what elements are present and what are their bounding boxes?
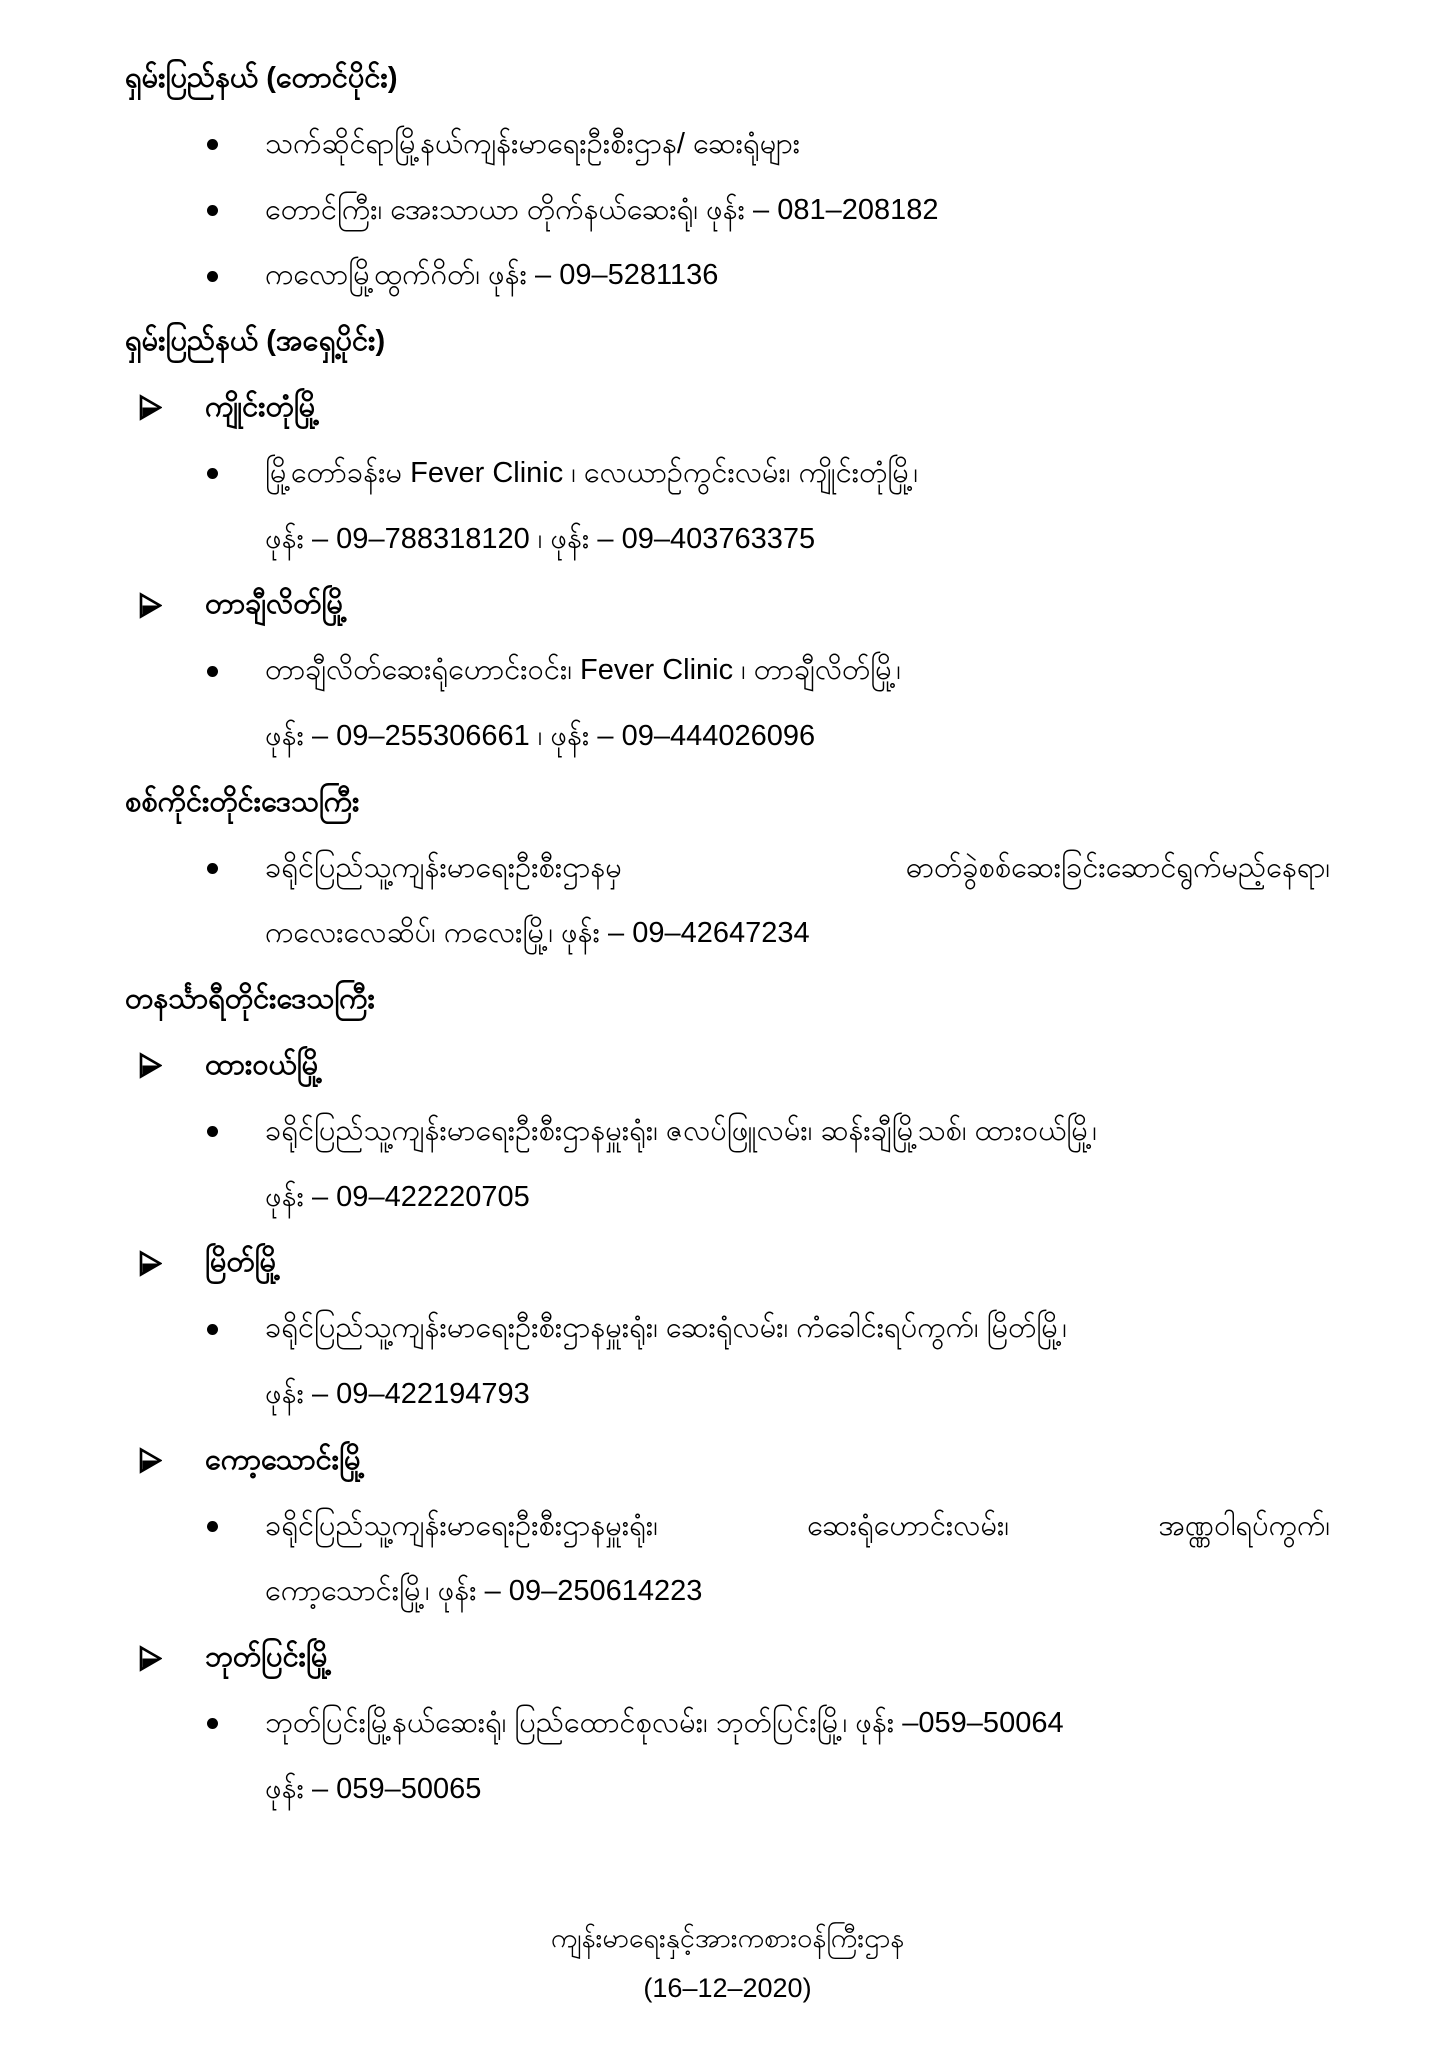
bullet-item [125, 1296, 1330, 1428]
bullet-item [125, 112, 1330, 178]
town-item [125, 1428, 1330, 1494]
footer-date: (16–12–2020) [643, 1972, 812, 2003]
arrow-bullet-icon [139, 1033, 205, 1099]
bullet-text [265, 441, 1330, 573]
bullet-text [265, 836, 1330, 968]
town-label: တာချီလိတ်မြို့ [205, 588, 348, 621]
bullet-text [265, 112, 1330, 178]
bullet-dot-icon [207, 1691, 265, 1757]
town-label: မြိတ်မြို့ [205, 1246, 281, 1279]
section-heading: စစ်ကိုင်းတိုင်းဒေသကြီး [125, 785, 360, 818]
arrow-bullet-icon [139, 375, 205, 441]
bullet-line: ကော့သောင်းမြို့၊ ဖုန်း – 09–250614223 [265, 1575, 703, 1608]
bullet-text [265, 243, 1330, 309]
bullet-line: ဖုန်း – 059–50065 [265, 1772, 482, 1805]
bullet-line: ခရိုင်ပြည်သူ့ကျန်းမာရေးဦးစီးဌာနမှူးရုံး၊ ဆေးရုံဟောင်းလမ်း၊ အဏ္ဏဝါရပ်ကွက်၊ [265, 1509, 1330, 1542]
town-item [125, 1033, 1330, 1099]
bullet-text [265, 1099, 1330, 1231]
bullet-item [125, 1494, 1330, 1626]
town-item [125, 1625, 1330, 1691]
bullet-dot-icon [207, 178, 265, 244]
bullet-dot-icon [207, 112, 265, 178]
section-heading: ရှမ်းပြည်နယ် (အရှေ့ပိုင်း) [125, 325, 386, 358]
town-item [125, 572, 1330, 638]
town-label: ကော့သောင်းမြို့ [205, 1443, 365, 1476]
document-footer [125, 1913, 1330, 2013]
arrow-bullet-icon [139, 572, 205, 638]
town-label: ဘုတ်ပြင်းမြို့ [205, 1641, 332, 1674]
town-item [125, 1230, 1330, 1296]
section-heading: တနင်္သာရီတိုင်းဒေသကြီး [125, 983, 375, 1016]
bullet-item [125, 178, 1330, 244]
bullet-item [125, 1099, 1330, 1231]
bullet-line: ကလောမြို့ထွက်ဂိတ်၊ ဖုန်း – 09–5281136 [265, 259, 719, 292]
bullet-line: သက်ဆိုင်ရာမြို့နယ်ကျန်းမာရေးဦးစီးဌာန/ ဆေးရုံများ [265, 127, 801, 160]
bullet-line: ခရိုင်ပြည်သူ့ကျန်းမာရေးဦးစီးဌာနမှူးရုံး၊ ဇလပ်ဖြူလမ်း၊ ဆန်းချီမြို့သစ်၊ ထားဝယ်မြို့၊ [265, 1114, 1097, 1147]
bullet-line: ဖုန်း – 09–422194793 [265, 1377, 530, 1410]
bullet-text [265, 1296, 1330, 1428]
bullet-item [125, 243, 1330, 309]
bullet-dot-icon [207, 1494, 265, 1560]
bullet-dot-icon [207, 836, 265, 902]
footer-ministry: ကျန်းမာရေးနှင့်အားကစားဝန်ကြီးဌာန [550, 1922, 905, 1953]
bullet-item [125, 638, 1330, 770]
bullet-line: ကလေးလေဆိပ်၊ ကလေးမြို့၊ ဖုန်း – 09–42647234 [265, 917, 810, 950]
bullet-dot-icon [207, 1296, 265, 1362]
bullet-item [125, 836, 1330, 968]
bullet-line: ဖုန်း – 09–422220705 [265, 1180, 530, 1213]
document-body [125, 46, 1330, 1823]
bullet-item [125, 441, 1330, 573]
bullet-line: ဖုန်း – 09–788318120 ၊ ဖုန်း – 09–403763375 [265, 522, 816, 555]
bullet-line: ဘုတ်ပြင်းမြို့နယ်ဆေးရုံ၊ ပြည်ထောင်စုလမ်း၊ ဘုတ်ပြင်းမြို့၊ ဖုန်း –059–50064 [265, 1706, 1064, 1739]
bullet-line: ခရိုင်ပြည်သူ့ကျန်းမာရေးဦးစီးဌာနမှ ဓာတ်ခွဲစစ်ဆေးခြင်းဆောင်ရွက်မည့်နေရာ၊ [265, 851, 1330, 884]
town-label: ထားဝယ်မြို့ [205, 1048, 323, 1081]
town-label: ကျိုင်းတုံမြို့ [205, 390, 320, 423]
town-item [125, 375, 1330, 441]
bullet-dot-icon [207, 1099, 265, 1165]
bullet-line: ခရိုင်ပြည်သူ့ကျန်းမာရေးဦးစီးဌာနမှူးရုံး၊ ဆေးရုံလမ်း၊ ကံခေါင်းရပ်ကွက်၊ မြိတ်မြို့၊ [265, 1312, 1067, 1345]
bullet-dot-icon [207, 441, 265, 507]
bullet-text [265, 1691, 1330, 1823]
bullet-line: ဖုန်း – 09–255306661 ၊ ဖုန်း – 09–444026096 [265, 719, 816, 752]
bullet-text [265, 1494, 1330, 1626]
arrow-bullet-icon [139, 1625, 205, 1691]
arrow-bullet-icon [139, 1428, 205, 1494]
bullet-line: တောင်ကြီး၊ အေးသာယာ တိုက်နယ်ဆေးရုံ၊ ဖုန်း – 081–208182 [265, 193, 939, 226]
bullet-line: တာချီလိတ်ဆေးရုံဟောင်းဝင်း၊ Fever Clinic ၊ တာချီလိတ်မြို့၊ [265, 654, 901, 687]
bullet-text [265, 638, 1330, 770]
arrow-bullet-icon [139, 1230, 205, 1296]
bullet-dot-icon [207, 243, 265, 309]
section-heading: ရှမ်းပြည်နယ် (တောင်ပိုင်း) [125, 62, 398, 94]
bullet-text [265, 178, 1330, 244]
bullet-line: မြို့တော်ခန်းမ Fever Clinic ၊ လေယာဉ်ကွင်းလမ်း၊ ကျိုင်းတုံမြို့၊ [265, 456, 918, 489]
bullet-dot-icon [207, 638, 265, 704]
bullet-item [125, 1691, 1330, 1823]
